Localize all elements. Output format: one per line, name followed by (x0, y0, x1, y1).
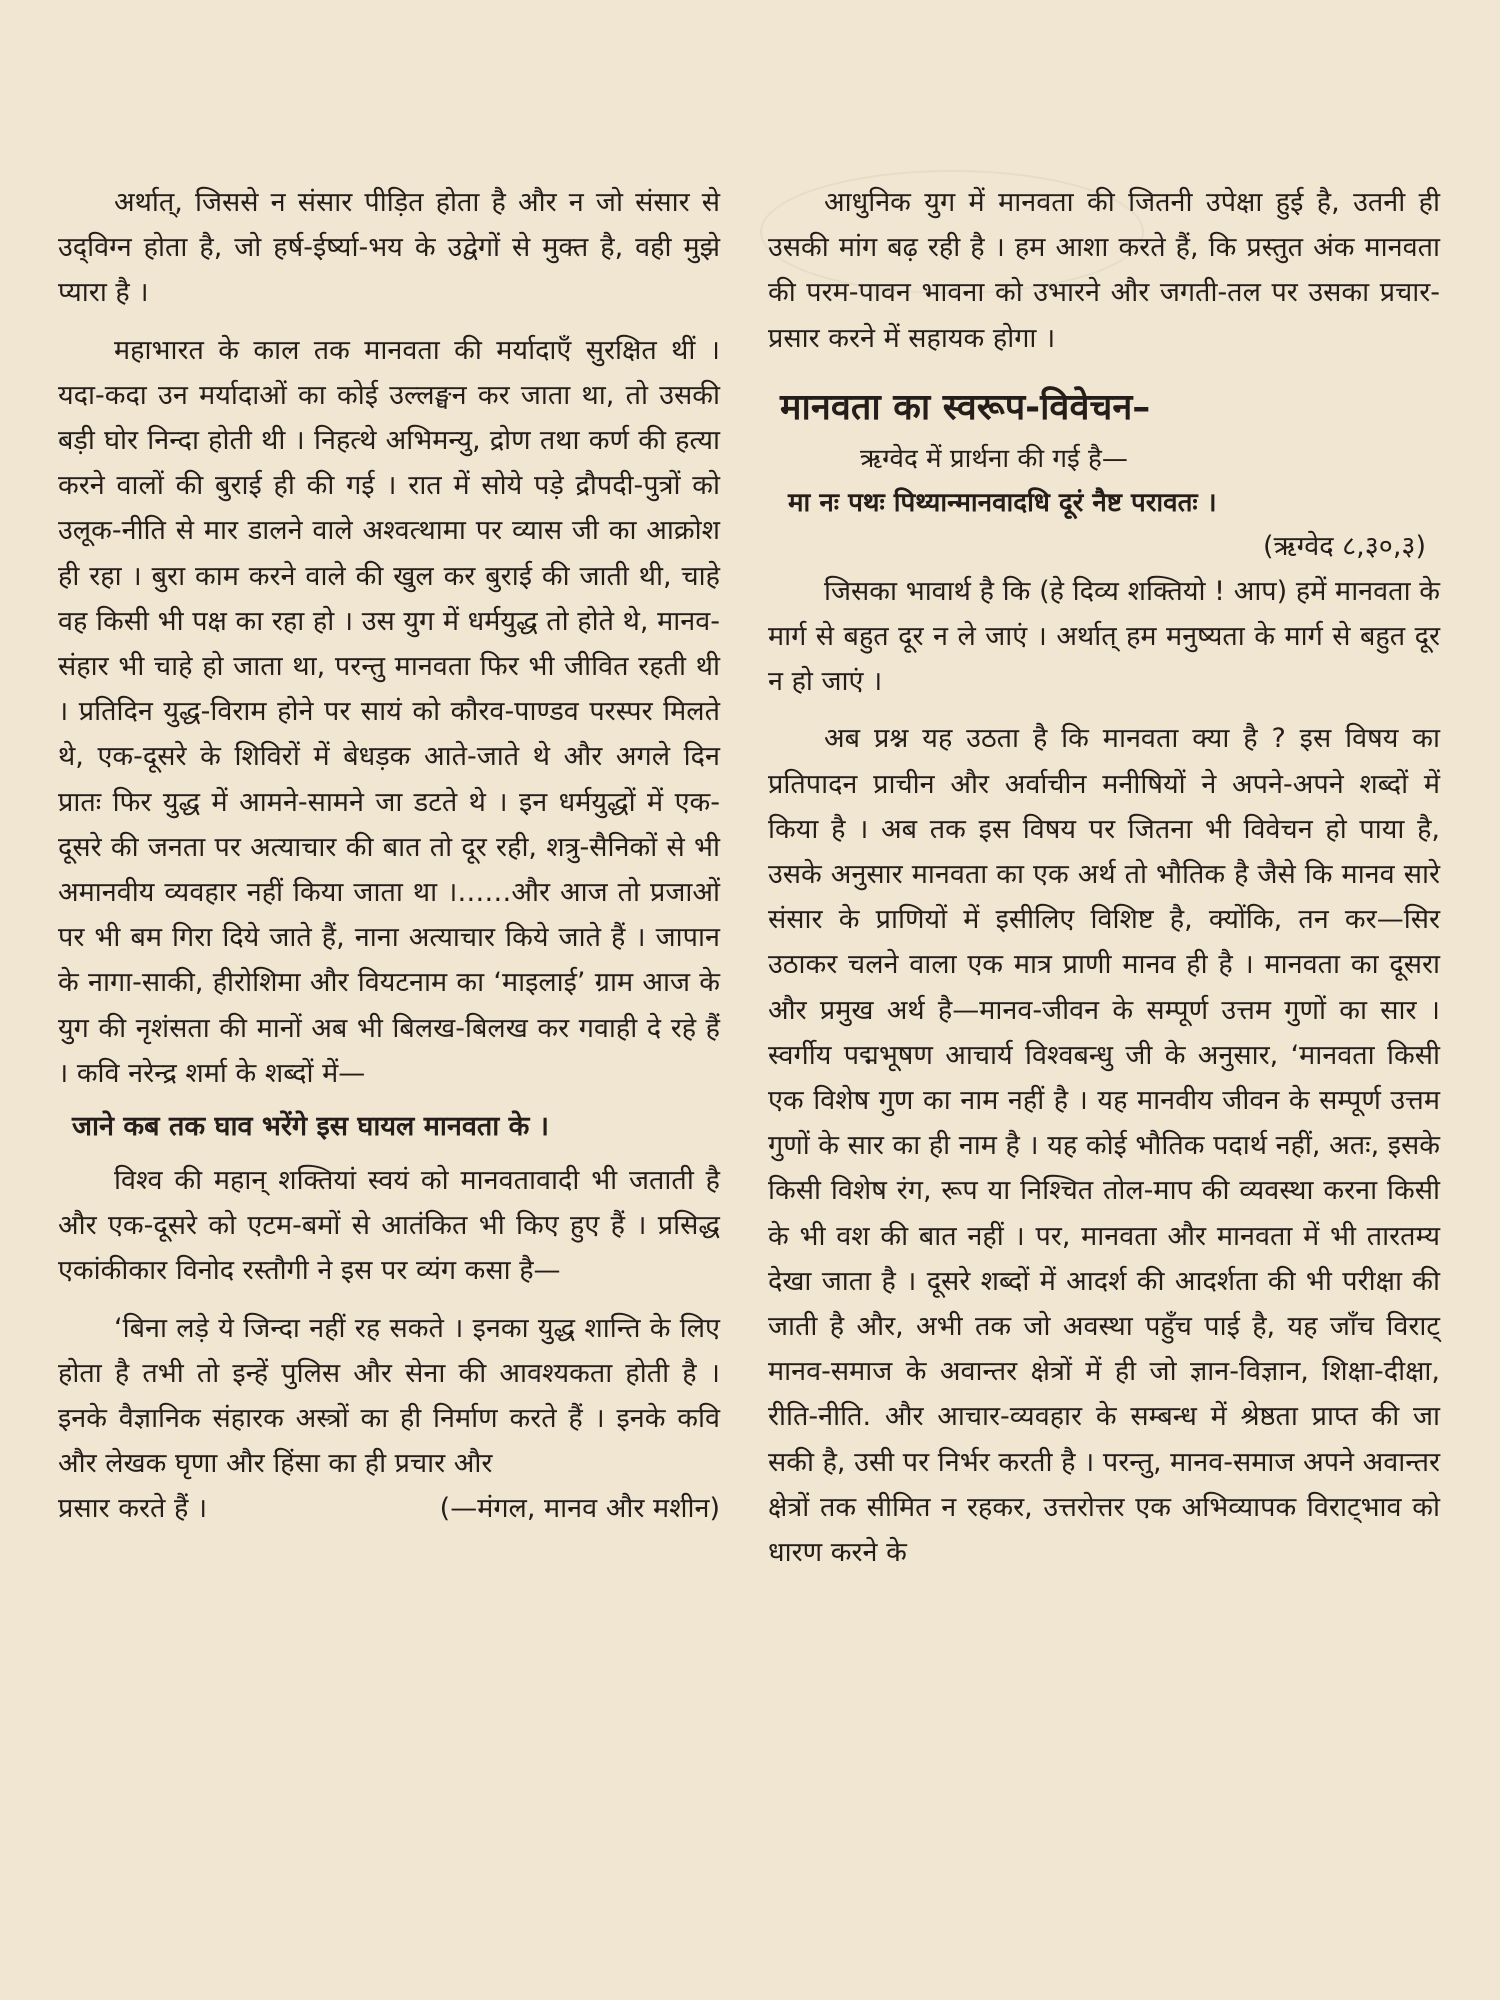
left-paragraph-4: ‘बिना लड़े ये जिन्दा नहीं रह सकते । इनका युद्ध शान्ति के लिए होता है तभी तो इन्हें पुलिस और सेना की आवश्यकता होती है । इनके वैज्ञानिक संहारक अस्त्रों का ही निर्माण करते हैं । इनके कवि और लेखक घृणा और हिंसा का ही प्रचार और (58, 1312, 720, 1480)
left-paragraph-2: महाभारत के काल तक मानवता की मर्यादाएँ सुरक्षित थीं । यदा-कदा उन मर्यादाओं का कोई उल्लङ्घन कर जाता था, तो उसकी बड़ी घोर निन्दा होती थी । निहत्थे अभिमन्यु, द्रोण तथा कर्ण की हत्या करने वालों की बुराई ही की गई । रात में सोये पड़े द्रौपदी-पुत्रों को उलूक-नीति से मार डालने वाले अश्वत्थामा पर व्यास जी का आक्रोश ही रहा । बुरा काम करने वाले की खुल कर बुराई की जाती थी, चाहे वह किसी भी पक्ष का रहा हो । उस युग में धर्मयुद्ध तो होते थे, मानव-संहार भी चाहे हो जाता था, परन्तु मानवता फिर भी जीवित रहती थी । प्रतिदिन युद्ध-विराम होने पर सायं को कौरव-पाण्डव परस्पर मिलते थे, एक-दूसरे के शिविरों में बेधड़क आते-जाते थे और अगले दिन प्रातः फिर युद्ध में आमने-सामने जा डटते थे । इन धर्मयुद्धों में एक-दूसरे की जनता पर अत्याचार की बात तो दूर रही, शत्रु-सैनिकों से भी अमानवीय व्यवहार नहीं किया जाता था ।……और आज तो प्रजाओं पर भी बम गिरा दिये जाते हैं, नाना अत्याचार किये जाते हैं । जापान के नागा-साकी, हीरोशिमा और वियटनाम का ‘माइलाई’ ग्राम आज के युग की नृशंसता की मानों अब भी बिलख-बिलख कर गवाही दे रहे हैं । कवि नरेन्द्र शर्मा के शब्दों में— (58, 334, 720, 1089)
left-paragraph-1: अर्थात्, जिससे न संसार पीड़ित होता है और न जो संसार से उद्‌विग्न होता है, जो हर्ष-ईर्ष्या-भय के उद्वेगों से मुक्त है, वही मुझे प्यारा है । (58, 187, 720, 309)
right-column (768, 180, 1440, 1575)
citation-source: (—मंगल, मानव और मशीन) (439, 1493, 720, 1525)
left-paragraph-4-end: प्रसार करते हैं । (58, 1493, 208, 1525)
left-paragraph-3: विश्व की महान् शक्तियां स्वयं को मानवतावादी भी जताती है और एक-दूसरे को एटम-बमों से आतंकित भी किए हुए हैं । प्रसिद्ध एकांकीकार विनोद रस्तौगी ने इस पर व्यंग कसा है— (58, 1165, 720, 1287)
rigveda-intro: ऋग्वेद में प्रार्थना की गई है— (860, 443, 1128, 474)
section-heading: मानवता का स्वरूप-विवेचन– (780, 386, 1151, 428)
poet-quote-line: जाने कब तक घाव भरेंगे इस घायल मानवता के । (72, 1111, 549, 1143)
right-paragraph-2: जिसका भावार्थ है कि (हे दिव्य शक्तियो ! आप) हमें मानवता के मार्ग से बहुत दूर न ले जाएं । अर्थात् हम मनुष्यता के मार्ग से बहुत दूर न हो जाएं । (768, 575, 1440, 698)
mantra-reference: (ऋग्वेद ८,३०,३) (1263, 530, 1426, 562)
right-paragraph-1: आधुनिक युग में मानवता की जितनी उपेक्षा हुई है, उतनी ही उसकी मांग बढ़ रही है । हम आशा करते हैं, कि प्रस्तुत अंक मानवता की परम-पावन भावना को उभारने और जगती-तल पर उसका प्रचार-प्रसार करने में सहायक होगा । (768, 187, 1440, 354)
left-column (58, 180, 720, 1531)
right-paragraph-3: अब प्रश्न यह उठता है कि मानवता क्या है ? इस विषय का प्रतिपादन प्राचीन और अर्वाचीन मनीषियों ने अपने-अपने शब्दों में किया है । अब तक इस विषय पर जितना भी विवेचन हो पाया है, उसके अनुसार मानवता का एक अर्थ तो भौतिक है जैसे कि मानव सारे संसार के प्राणियों में इसीलिए विशिष्ट है, क्योंकि, तन कर—सिर उठाकर चलने वाला एक मात्र प्राणी मानव ही है । मानवता का दूसरा और प्रमुख अर्थ है—मानव-जीवन के सम्पूर्ण उत्तम गुणों का सार । स्वर्गीय पद्मभूषण आचार्य विश्वबन्धु जी के अनुसार, ‘मानवता किसी एक विशेष गुण का नाम नहीं है । यह मानवीय जीवन के सम्पूर्ण उत्तम गुणों के सार का ही नाम है । यह कोई भौतिक पदार्थ नहीं, अतः, इसके किसी विशेष रंग, रूप या निश्चित तोल-माप की व्यवस्था करना किसी के भी वश की बात नहीं । पर, मानवता और मानवता में भी तारतम्य देखा जाता है । दूसरे शब्दों में आदर्श की आदर्शता की भी परीक्षा की जाती है और, अभी तक जो अवस्था पहुँच पाई है, यह जाँच विराट् मानव-समाज के अवान्तर क्षेत्रों में ही जो ज्ञान-विज्ञान, शिक्षा-दीक्षा, रीति-नीति. और आचार-व्यवहार के सम्बन्ध में श्रेष्ठता प्राप्त की जा सकी है, उसी पर निर्भर करती है । परन्तु, मानव-समाज अपने अवान्तर क्षेत्रों तक सीमित न रहकर, उत्तरोत्तर एक अभिव्यापक विराट्भाव को धारण करने के (768, 723, 1440, 1569)
citation-row (58, 1486, 720, 1531)
rigveda-mantra: मा नः पथः पिथ्यान्मानवादधि दूरं नैष्ट परावतः । (788, 487, 1217, 518)
